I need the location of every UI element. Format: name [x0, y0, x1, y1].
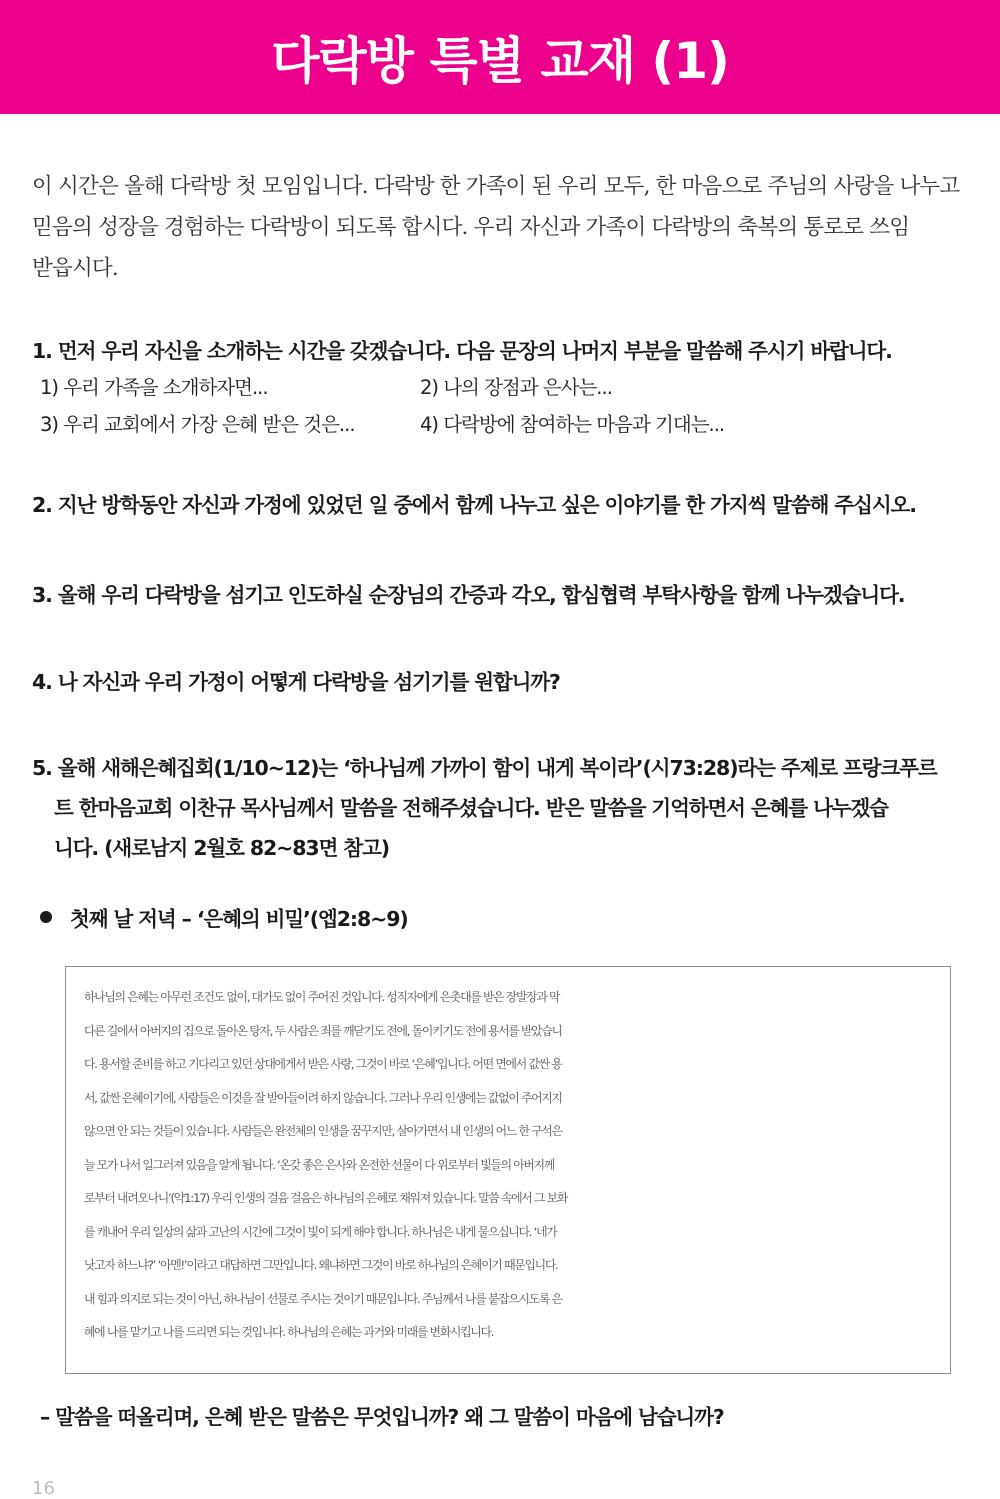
prompt-row — [40, 369, 940, 406]
question-5-line: 트 한마음교회 이찬규 목사님께서 말씀을 전해주셨습니다. 받은 말씀을 기억하면서 은혜를 나누겠습 — [54, 796, 888, 820]
sermon-heading — [40, 902, 408, 932]
summary-line: 다른 길에서 아버지의 집으로 돌아온 탕자, 두 사람은 죄를 깨닫기도 전에, 돌이키기도 전에 용서를 받았습니 — [84, 1023, 562, 1038]
question-1: 1. 먼저 우리 자신을 소개하는 시간을 갖겠습니다. 다음 문장의 나머지 부분을 말씀해 주시기 바랍니다. — [32, 339, 892, 363]
sermon-summary-text — [84, 981, 936, 1350]
question-5-line: 니다. (새로남지 2월호 82~83면 참고) — [54, 836, 390, 860]
prompt-item: 4) 다락방에 참여하는 마음과 기대는... — [420, 413, 725, 436]
header-banner — [0, 0, 1000, 114]
closing-question: – 말씀을 떠올리며, 은혜 받은 말씀은 무엇입니까? 왜 그 말씀이 마음에 남습니까? — [40, 1405, 724, 1429]
summary-line: 하나님의 은혜는 아무런 조건도 없이, 대가도 없이 주어진 것입니다. 성직자에게 은촛대를 받은 장발장과 막 — [84, 990, 560, 1004]
prompt-item: 3) 우리 교회에서 가장 은혜 받은 것은... — [40, 413, 355, 436]
question-3: 3. 올해 우리 다락방을 섬기고 인도하실 순장님의 간증과 각오, 합심협력 부탁사항을 함께 나누겠습니다. — [32, 583, 905, 607]
summary-line: 낫고자 하느냐?’ ‘아멘!’이라고 대답하면 그만입니다. 왜냐하면 그것이 바로 하나님의 은혜이기 때문입니다. — [84, 1258, 558, 1272]
summary-line: 다. 용서할 준비를 하고 기다리고 있던 상대에게서 받은 사랑, 그것이 바로 ‘은혜’입니다. 어떤 면에서 값싼 용 — [84, 1057, 562, 1071]
question-5-line: 5. 올해 새해은혜집회(1/10~12)는 ‘하나님께 가까이 함이 내게 복이라’(시73:28)라는 주제로 프랑크푸르 — [32, 756, 937, 780]
summary-line: 로부터 내려오나니’(약1:17) 우리 인생의 걸음 걸음은 하나님의 은혜로 채워져 있습니다. 말씀 속에서 그 보화 — [84, 1191, 568, 1205]
sermon-heading-text: 첫째 날 저녁 – ‘은혜의 비밀’(엡2:8~9) — [70, 907, 408, 931]
prompt-item: 2) 나의 장점과 은사는... — [420, 376, 612, 399]
summary-line: 서, 값싼 은혜이기에, 사람들은 이것을 잘 받아들이려 하지 않습니다. 그러나 우리 인생에는 값없이 주어지지 — [84, 1090, 562, 1105]
summary-line: 늘 모가 나서 일그러져 있음을 알게 됩니다. ‘온갖 좋은 은사와 온전한 선물이 다 위로부터 빛들의 아버지께 — [84, 1157, 554, 1172]
page-title: 다락방 특별 교재 (1) — [271, 32, 729, 90]
prompt-item: 1) 우리 가족을 소개하자면... — [40, 376, 268, 399]
summary-line: 내 힘과 의지로 되는 것이 아닌, 하나님이 선물로 주시는 것이기 때문입니다. 주님께서 나를 붙잡으시도록 은 — [84, 1291, 562, 1306]
summary-line: 혜에 나를 맡기고 나를 드리면 되는 것입니다. 하나님의 은혜는 과거와 미래를 변화시킵니다. — [84, 1325, 494, 1339]
intro-paragraph: 이 시간은 올해 다락방 첫 모임입니다. 다락방 한 가족이 된 우리 모두, 한 마음으로 주님의 사랑을 나누고 믿음의 성장을 경험하는 다락방이 되도록 합시다. 우리 자신과 가족이 다락방의 축복의 통로로 쓰임 받읍시다. — [32, 174, 960, 281]
summary-line: 않으면 안 되는 것들이 있습니다. 사람들은 완전체의 인생을 꿈꾸지만, 살아가면서 내 인생의 어느 한 구석은 — [84, 1124, 562, 1138]
question-1-prompts — [40, 369, 940, 443]
sermon-summary-box — [65, 966, 951, 1374]
summary-line: 를 캐내어 우리 일상의 삶과 고난의 시간에 그것이 빛이 되게 해야 합니다. 하나님은 내게 물으십니다. ‘네가 — [84, 1224, 557, 1239]
page-number: 16 — [32, 1478, 55, 1499]
question-5 — [32, 748, 972, 868]
question-4: 4. 나 자신과 우리 가정이 어떻게 다락방을 섬기기를 원합니까? — [32, 670, 560, 694]
question-2: 2. 지난 방학동안 자신과 가정에 있었던 일 중에서 함께 나누고 싶은 이야기를 한 가지씩 말씀해 주십시오. — [32, 493, 916, 517]
prompt-row — [40, 406, 940, 443]
bullet-icon — [40, 911, 52, 923]
